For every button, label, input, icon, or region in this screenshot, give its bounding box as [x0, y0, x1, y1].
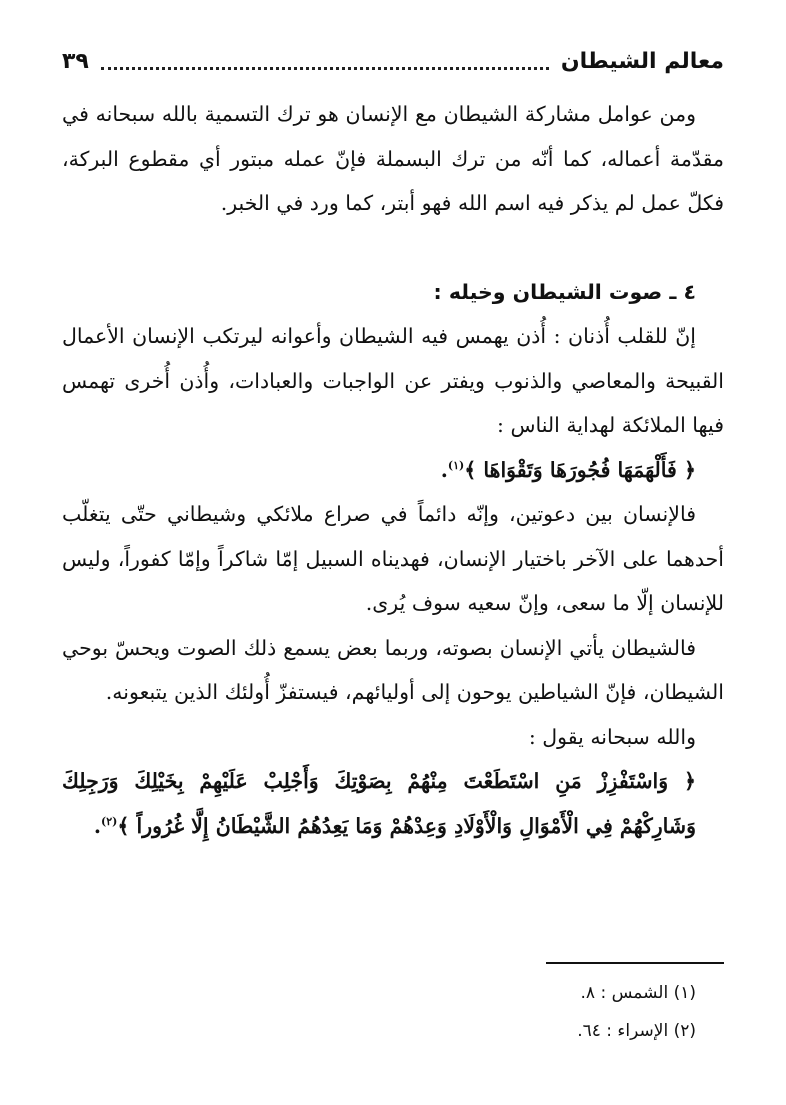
section-spacer — [62, 226, 724, 270]
footnote-ref-2: (٢) — [101, 814, 118, 828]
paragraph-4: فالشيطان يأتي الإنسان بصوته، وربما بعض يسمع ذلك الصوت ويحسّ بوحي الشيطان، فإنّ الشياطين يوحون إلى أوليائهم، فيستفزّ أُولئك الذين يتبعونه. — [62, 635, 724, 704]
quran-verse-2: ﴿ وَاسْتَفْزِزْ مَنِ اسْتَطَعْتَ مِنْهُمْ بِصَوْتِكَ وَأَجْلِبْ عَلَيْهِمْ بِخَيْلِكَ وَرَجِلِكَ وَشَارِكْهُمْ فِي الْأَمْوَالِ وَالْأَوْلَادِ وَعِدْهُمْ وَمَا يَعِدُهُمُ الشَّيْطَانُ إِلَّا غُرُوراً ﴾$^{(٢)}$. — [62, 769, 696, 838]
footnote-2: (٢) الإسراء : ٦٤. — [577, 1021, 696, 1041]
header-dot-leader — [101, 53, 549, 70]
page-number: ٣٩ — [62, 48, 89, 74]
footnote-divider — [546, 962, 724, 964]
footnotes — [62, 974, 724, 1050]
page-body — [62, 92, 724, 848]
paragraph-2: إنّ للقلب أُذنان : أُذن يهمس فيه الشيطان وأعوانه ليرتكب الإنسان الأعمال القبيحة والمعاصي والذنوب ويفتر عن الواجبات والعبادات، وأُذن أُخرى تهمس فيها الملائكة لهداية الناس : — [62, 324, 724, 437]
verse-1-text: ﴿ فَأَلْهَمَهَا فُجُورَهَا وَتَقْوَاهَا ﴾ — [464, 457, 696, 482]
paragraph-1: ومن عوامل مشاركة الشيطان مع الإنسان هو ترك التسمية بالله سبحانه في مقدّمة أعماله، كما أنّه من ترك البسملة فإنّ عمله مبتور أي مقطوع البركة، فكلّ عمل لم يذكر فيه اسم الله فهو أبتر، كما ورد في الخبر. — [62, 102, 724, 215]
verse-2-text: ﴿ وَاسْتَفْزِزْ مَنِ اسْتَطَعْتَ مِنْهُمْ بِصَوْتِكَ وَأَجْلِبْ عَلَيْهِمْ بِخَيْلِكَ وَرَجِلِكَ وَشَارِكْهُمْ فِي الْأَمْوَالِ وَالْأَوْلَادِ وَعِدْهُمْ وَمَا يَعِدُهُمُ الشَّيْطَانُ إِلَّا غُرُوراً ﴾ — [62, 769, 696, 838]
running-title: معالم الشيطان — [560, 48, 724, 74]
paragraph-3: فالإنسان بين دعوتين، وإنّه دائماً في صراع ملائكي وشيطاني حتّى يتغلّب أحدهما على الآخر باختيار الإنسان، فهديناه السبيل إمّا شاكراً وإمّا كفوراً، وليس للإنسان إلّا ما سعى، وإنّ سعيه سوف يُرى. — [62, 502, 724, 615]
footnote-ref-1: (١) — [447, 458, 465, 472]
section-heading: ٤ ـ صوت الشيطان وخيله : — [433, 279, 696, 304]
footnote-1: (١) الشمس : ٨. — [580, 983, 696, 1003]
paragraph-5: والله سبحانه يقول : — [528, 724, 696, 749]
quran-verse-1: ﴿ فَأَلْهَمَهَا فُجُورَهَا وَتَقْوَاهَا ﴾$^{(١)}$. — [440, 457, 696, 482]
page-header — [62, 44, 724, 78]
